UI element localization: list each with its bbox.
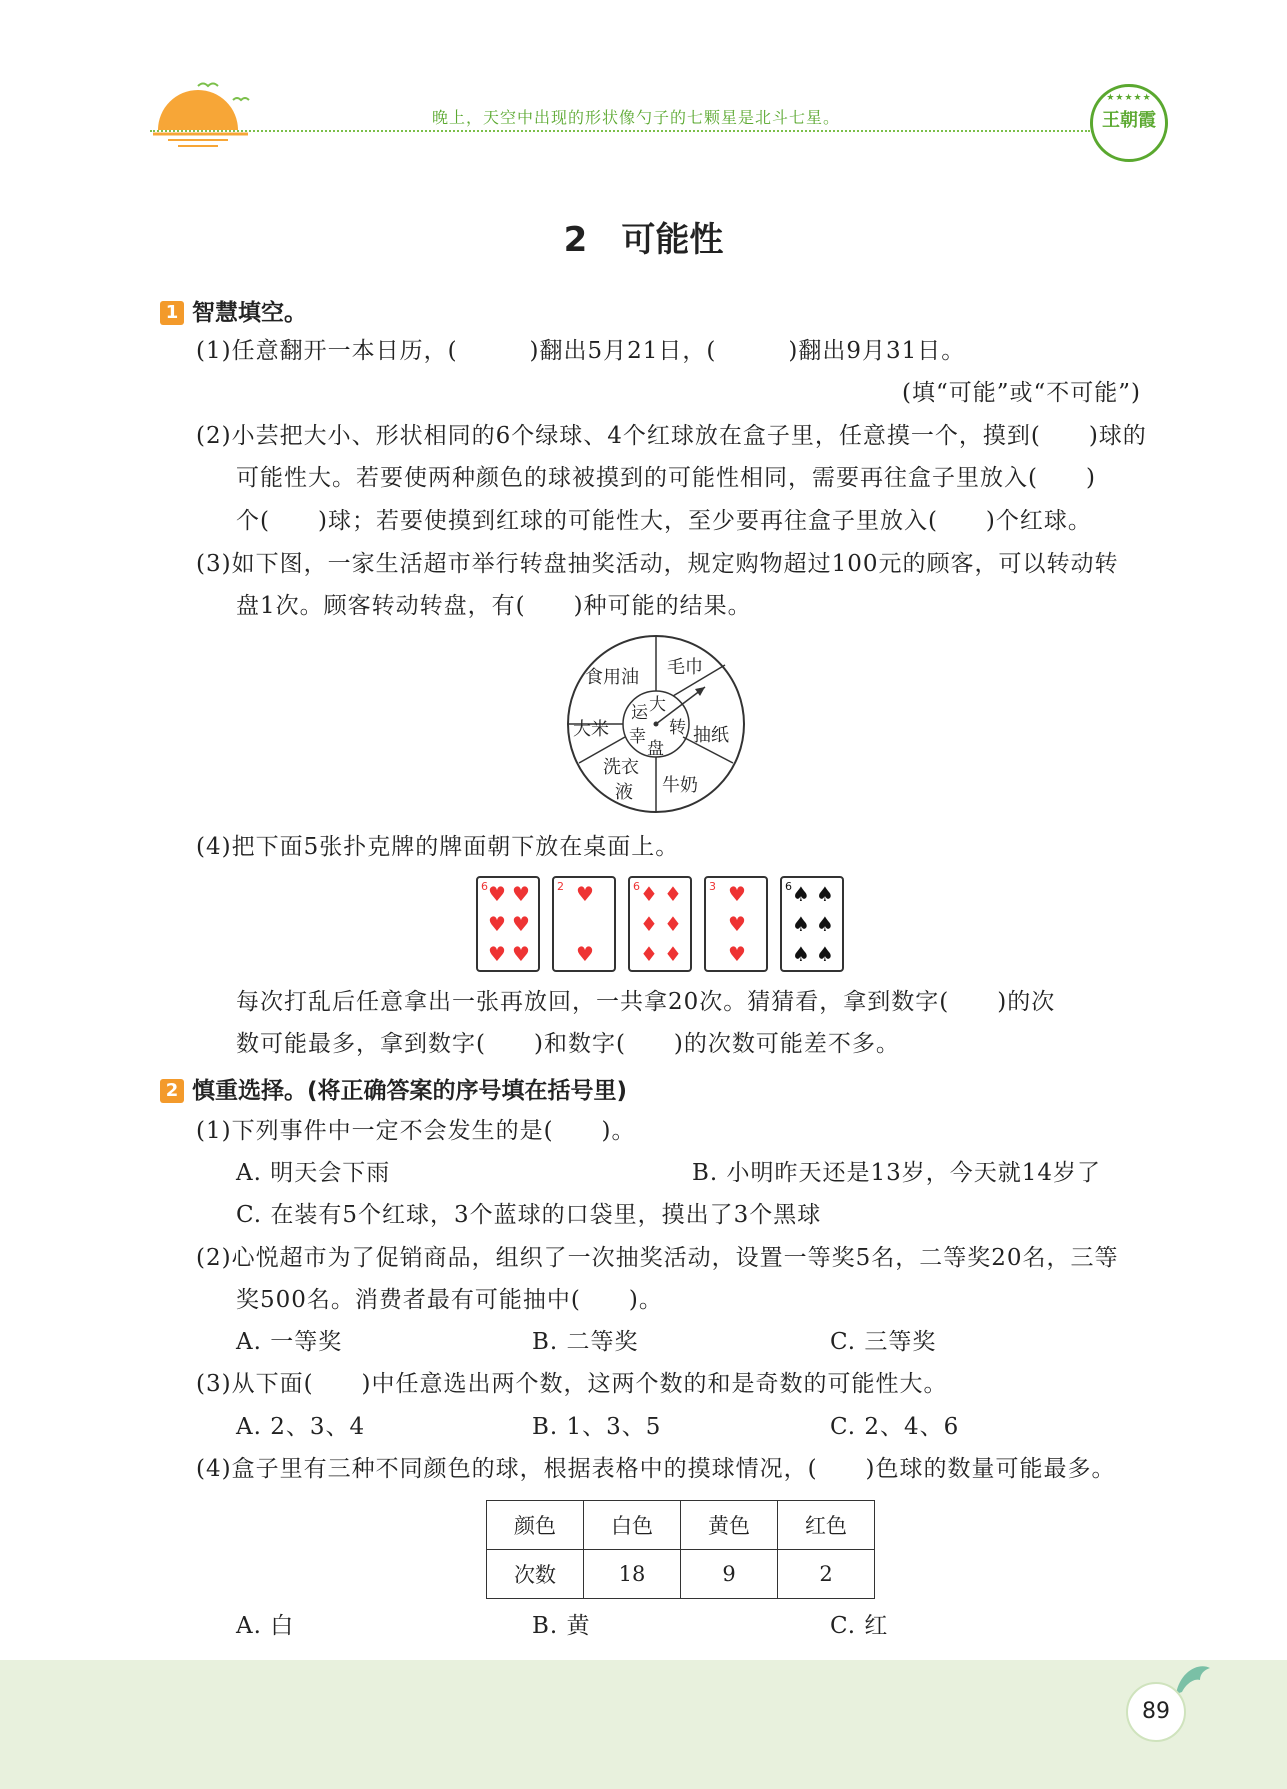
s2-q2-line1: (2)心悦超市为了促销商品，组织了一次抽奖活动，设置一等奖5名，二等奖20名，三等 — [196, 1245, 1119, 1271]
wheel-sector-detergent-b: 液 — [615, 782, 633, 803]
s2-q2-option-a: A. 一等奖 — [236, 1329, 343, 1355]
wheel-center-1: 运 — [631, 703, 648, 723]
card-rank: 3 — [709, 880, 716, 893]
playing-card-6-hearts — [476, 876, 540, 972]
table-cell: 白色 — [584, 1501, 681, 1550]
heart-icon: ♥ — [512, 882, 530, 906]
wheel-sector-detergent-a: 洗衣 — [603, 757, 639, 778]
table-cell: 红色 — [778, 1501, 875, 1550]
table-cell: 次数 — [487, 1550, 584, 1599]
playing-card-3-hearts — [704, 876, 768, 972]
prize-wheel — [565, 633, 747, 815]
playing-card-6-diamonds — [628, 876, 692, 972]
logo-badge — [1090, 84, 1168, 162]
s1-q2-line2: 可能性大。若要使两种颜色的球被摸到的可能性相同，需要再往盒子里放入( ) — [236, 465, 1096, 491]
logo-text: 王朝霞 — [1102, 110, 1156, 131]
s2-q4-option-b: B. 黄 — [532, 1613, 591, 1639]
section-1-title: 智慧填空。 — [192, 300, 307, 326]
header-motto: 晚上，天空中出现的形状像勺子的七颗星是北斗七星。 — [432, 108, 841, 127]
card-rank: 2 — [557, 880, 564, 893]
wheel-sector-tissue: 抽纸 — [693, 725, 729, 746]
wheel-center-5: 盘 — [647, 739, 664, 759]
section-2-title: 慎重选择。(将正确答案的序号填在括号里) — [192, 1078, 628, 1104]
header-dotted-line — [150, 130, 1090, 132]
spade-icon: ♠ — [816, 882, 834, 906]
spade-icon: ♠ — [816, 942, 834, 966]
playing-card-6-spades — [780, 876, 844, 972]
s2-q4: (4)盒子里有三种不同颜色的球，根据表格中的摸球情况，( )色球的数量可能最多。 — [196, 1456, 1116, 1482]
page-number: 89 — [1142, 1699, 1170, 1724]
table-cell: 颜色 — [487, 1501, 584, 1550]
s2-q1: (1)下列事件中一定不会发生的是( )。 — [196, 1118, 636, 1144]
s2-q2-option-c: C. 三等奖 — [830, 1329, 937, 1355]
s1-q4: (4)把下面5张扑克牌的牌面朝下放在桌面上。 — [196, 834, 680, 860]
s2-q2-line2: 奖500名。消费者最有可能抽中( )。 — [236, 1287, 663, 1313]
diamond-icon: ♦ — [640, 882, 658, 906]
s2-q3: (3)从下面( )中任意选出两个数，这两个数的和是奇数的可能性大。 — [196, 1371, 948, 1397]
s2-q4-option-c: C. 红 — [830, 1613, 889, 1639]
wheel-sector-rice: 大米 — [573, 719, 609, 740]
s2-q1-option-b: B. 小明昨天还是13岁，今天就14岁了 — [692, 1160, 1102, 1186]
section-1-badge: 1 — [160, 301, 184, 325]
diamond-icon: ♦ — [664, 882, 682, 906]
section-1-heading — [160, 294, 307, 327]
table-cell: 2 — [778, 1550, 875, 1599]
s2-q2-option-b: B. 二等奖 — [532, 1329, 639, 1355]
section-2-heading — [160, 1072, 627, 1105]
diamond-icon: ♦ — [664, 942, 682, 966]
card-rank: 6 — [481, 880, 488, 893]
s2-q1-option-c: C. 在装有5个红球，3个蓝球的口袋里，摸出了3个黑球 — [236, 1202, 822, 1228]
wheel-center-3: 转 — [669, 718, 686, 738]
s1-q4-line3: 数可能最多，拿到数字( )和数字( )的次数可能差不多。 — [236, 1031, 900, 1057]
wheel-center-4: 幸 — [629, 727, 646, 747]
playing-card-2-hearts — [552, 876, 616, 972]
s1-q3-line2: 盘1次。顾客转动转盘，有( )种可能的结果。 — [236, 593, 752, 619]
card-rank: 6 — [785, 880, 792, 893]
card-rank: 6 — [633, 880, 640, 893]
table-cell: 9 — [681, 1550, 778, 1599]
heart-icon: ♥ — [512, 912, 530, 936]
heart-icon: ♥ — [728, 882, 746, 906]
wheel-center-2: 大 — [649, 695, 666, 715]
spade-icon: ♠ — [792, 912, 810, 936]
heart-icon: ♥ — [512, 942, 530, 966]
s1-q3-line1: (3)如下图，一家生活超市举行转盘抽奖活动，规定购物超过100元的顾客，可以转动转 — [196, 551, 1119, 577]
table-row — [487, 1550, 875, 1599]
s1-q2-line3: 个( )球；若要使摸到红球的可能性大，至少要再往盒子里放入( )个红球。 — [236, 508, 1092, 534]
heart-icon: ♥ — [488, 912, 506, 936]
table-cell: 黄色 — [681, 1501, 778, 1550]
header — [0, 0, 1287, 170]
heart-icon: ♥ — [488, 942, 506, 966]
heart-icon: ♥ — [576, 882, 594, 906]
wheel-sector-oil: 食用油 — [585, 667, 639, 688]
page-title: 2 可能性 — [563, 220, 724, 260]
diamond-icon: ♦ — [640, 942, 658, 966]
stars-icon: ★★★★★ — [1106, 93, 1152, 103]
page-number-badge — [1126, 1682, 1186, 1742]
heart-icon: ♥ — [488, 882, 506, 906]
diamond-icon: ♦ — [640, 912, 658, 936]
spade-icon: ♠ — [792, 942, 810, 966]
section-2-badge: 2 — [160, 1079, 184, 1103]
s1-q1: (1)任意翻开一本日历，( )翻出5月21日，( )翻出9月31日。 — [196, 338, 966, 364]
sunset-icon — [148, 78, 258, 153]
s1-q2-line1: (2)小芸把大小、形状相同的6个绿球、4个红球放在盒子里，任意摸一个，摸到( )球的 — [196, 423, 1147, 449]
wheel-sector-milk: 牛奶 — [662, 775, 698, 796]
footer-background — [0, 1660, 1287, 1789]
wheel-sector-towel: 毛巾 — [667, 657, 703, 678]
s2-q4-option-a: A. 白 — [236, 1613, 295, 1639]
spade-icon: ♠ — [792, 882, 810, 906]
s1-q4-line2: 每次打乱后任意拿出一张再放回，一共拿20次。猜猜看，拿到数字( )的次 — [236, 989, 1056, 1015]
table-cell: 18 — [584, 1550, 681, 1599]
table-row — [487, 1501, 875, 1550]
s2-q3-option-b: B. 1、3、5 — [532, 1414, 662, 1440]
heart-icon: ♥ — [728, 942, 746, 966]
s2-q3-option-c: C. 2、4、6 — [830, 1414, 960, 1440]
heart-icon: ♥ — [576, 942, 594, 966]
s2-q3-option-a: A. 2、3、4 — [236, 1414, 366, 1440]
heart-icon: ♥ — [728, 912, 746, 936]
spade-icon: ♠ — [816, 912, 834, 936]
s1-q1-hint: (填“可能”或“不可能”) — [902, 380, 1141, 406]
s2-q1-option-a: A. 明天会下雨 — [236, 1160, 391, 1186]
diamond-icon: ♦ — [664, 912, 682, 936]
ball-count-table — [486, 1500, 875, 1599]
